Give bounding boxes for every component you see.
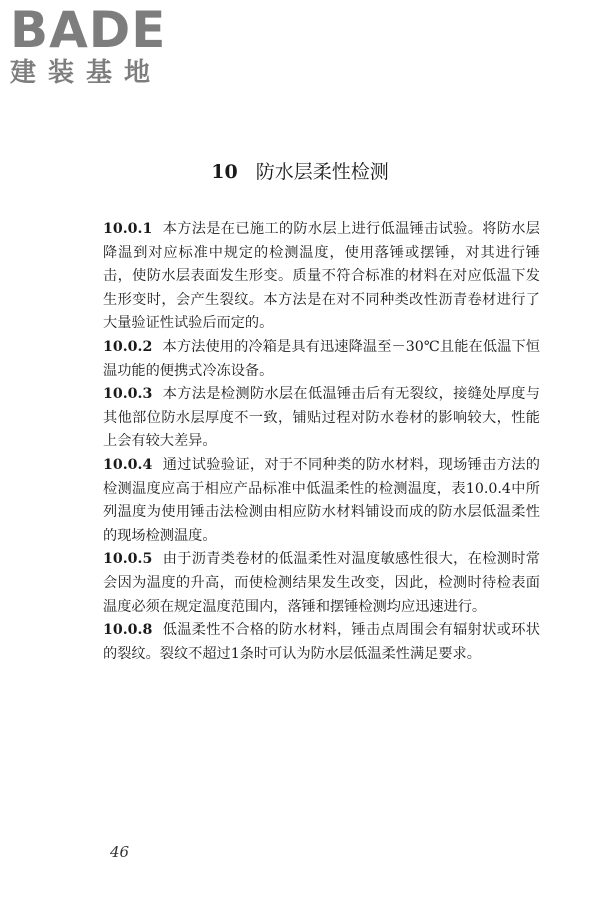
- clause-number: 10.0.8: [103, 622, 153, 639]
- section-number: 10: [211, 161, 238, 183]
- section-title: [0, 160, 600, 184]
- logo-brand-text: BADE: [10, 1, 167, 59]
- logo-subtitle: 建装基地: [10, 58, 163, 88]
- clause-number: 10.0.5: [103, 551, 153, 568]
- section-title-text: 防水层柔性检测: [255, 161, 389, 183]
- paragraph-10-0-1: [103, 218, 540, 336]
- paragraph-10-0-2: [103, 336, 540, 383]
- paragraph-text: 本方法是检测防水层在低温锤击后有无裂纹，接缝处厚度与其他部位防水层厚度不一致，铺贴过程对防水卷材的影响较大，性能上会有较大差异。: [103, 386, 540, 450]
- paragraph-10-0-3: [103, 383, 540, 454]
- document-body: [103, 218, 540, 666]
- brand-logo: [10, 1, 180, 94]
- page-number: 46: [110, 843, 130, 861]
- clause-number: 10.0.3: [103, 386, 153, 403]
- paragraph-text: 通过试验验证，对于不同种类的防水材料，现场锤击方法的检测温度应高于相应产品标准中低温柔性的检测温度，表10.0.4中所列温度为使用锤击法检测由相应防水材料铺设而成的防水层低温柔性的现场检测温度。: [103, 456, 540, 544]
- paragraph-text: 低温柔性不合格的防水材料，锤击点周围会有辐射状或环状的裂纹。裂纹不超过1条时可认为防水层低温柔性满足要求。: [103, 622, 540, 662]
- clause-number: 10.0.4: [103, 456, 153, 473]
- paragraph-10-0-5: [103, 548, 540, 619]
- clause-number: 10.0.1: [103, 221, 153, 237]
- paragraph-10-0-4: [103, 454, 540, 548]
- clause-number: 10.0.2: [103, 338, 153, 355]
- paragraph-text: 由于沥青类卷材的低温柔性对温度敏感性很大，在检测时常会因为温度的升高，而使检测结果发生改变，因此，检测时待检表面温度必须在规定温度范围内，落锤和摆锤检测均应迅速进行。: [103, 551, 540, 615]
- paragraph-text: 本方法使用的冷箱是具有迅速降温至－30℃且能在低温下恒温功能的便携式冷冻设备。: [103, 338, 540, 379]
- paragraph-10-0-8: [103, 619, 540, 666]
- paragraph-text: 本方法是在已施工的防水层上进行低温锤击试验。将防水层降温到对应标准中规定的检测温度，使用落锤或摆锤，对其进行锤击，使防水层表面发生形变。质量不符合标准的材料在对应低温下发生形变时，会产生裂纹。本方法是在对不同种类改性沥青卷材进行了大量验证性试验后而定的。: [103, 221, 540, 332]
